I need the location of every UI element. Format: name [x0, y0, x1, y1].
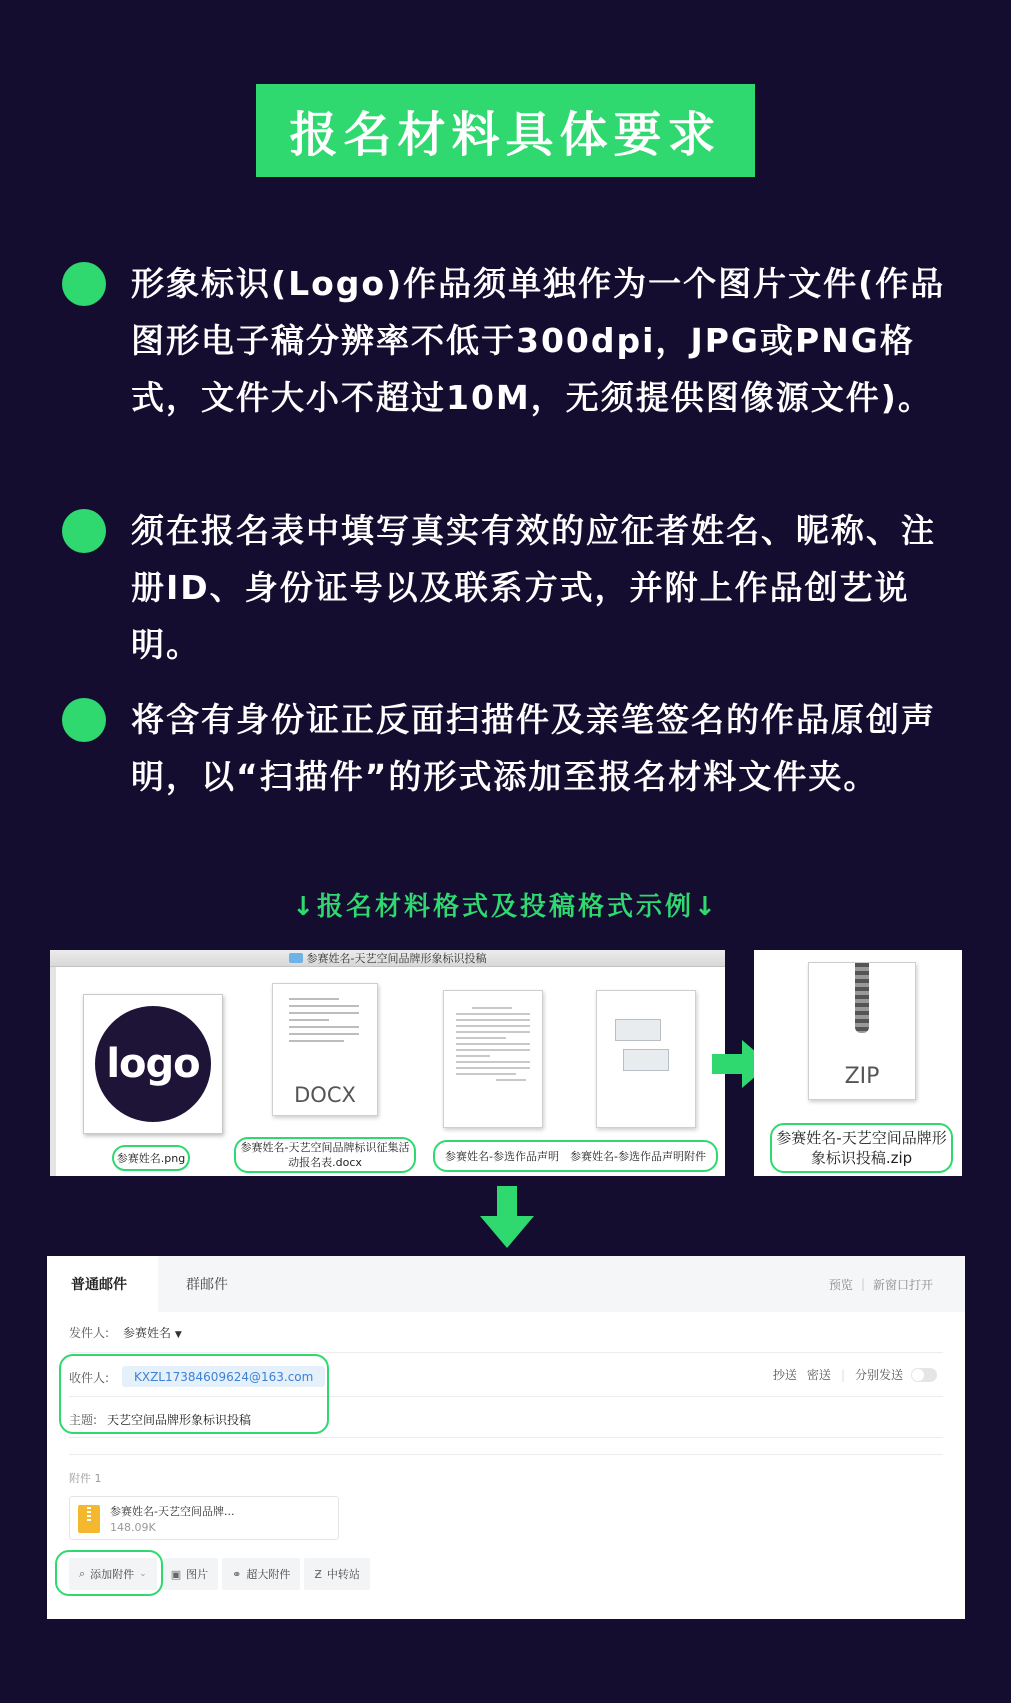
- subject-label: 主题:: [69, 1413, 98, 1427]
- declaration-page-thumbnail[interactable]: [443, 990, 543, 1128]
- image-icon: ▣: [170, 1567, 182, 1581]
- link-icon: ⚭: [232, 1567, 242, 1581]
- bullet-dot: [62, 509, 106, 553]
- page-title: 报名材料具体要求: [289, 107, 722, 163]
- arrow-down-icon: [480, 1186, 534, 1248]
- recipient-label: 收件人:: [69, 1371, 110, 1385]
- declaration-attachment-thumbnail[interactable]: [596, 990, 696, 1128]
- id-card-back: [623, 1049, 669, 1071]
- caret-down-icon: ▼: [174, 1330, 182, 1340]
- doc-preview-lines: [289, 998, 359, 1047]
- large-attachment-label: 超大附件: [246, 1568, 291, 1581]
- header-actions: 预览 | 新窗口打开: [828, 1277, 933, 1292]
- chevron-down-icon: ⌄: [139, 1569, 147, 1579]
- bullet-dot: [62, 262, 106, 306]
- divider: [69, 1352, 943, 1353]
- recipient-options: 抄送 密送 | 分别发送: [773, 1366, 937, 1383]
- requirement-text: 形象标识(Logo)作品须单独作为一个图片文件(作品图形电子稿分辨率不低于300dpi，JPG或PNG格式，文件大小不超过10M，无须提供图像源文件)。: [131, 264, 946, 417]
- id-card-front: [615, 1019, 661, 1041]
- folder-title: 参赛姓名-天艺空间品牌形象标识投稿: [306, 952, 487, 965]
- highlight-recipient-subject: [59, 1354, 329, 1434]
- preview-button[interactable]: 预览: [828, 1277, 853, 1292]
- page-preview-lines: [456, 1007, 530, 1085]
- image-label: 图片: [186, 1568, 209, 1581]
- sender-select[interactable]: [123, 1324, 182, 1341]
- tab-group-mail[interactable]: 群邮件: [186, 1277, 228, 1293]
- zip-file-icon[interactable]: [808, 962, 916, 1100]
- bcc-button[interactable]: 密送: [806, 1368, 831, 1382]
- title-banner: [256, 84, 755, 177]
- divider: [69, 1454, 943, 1455]
- logo-text: logo: [106, 1041, 200, 1087]
- example-heading: ↓报名材料格式及投稿格式示例↓: [292, 892, 719, 922]
- zip-file-icon: [78, 1505, 100, 1533]
- separate-send-label: 分别发送: [854, 1368, 903, 1382]
- cc-button[interactable]: 抄送: [772, 1368, 797, 1382]
- transfer-station-button[interactable]: [304, 1558, 370, 1590]
- attachment-heading: 附件 1: [69, 1472, 102, 1485]
- requirement-text: 将含有身份证正反面扫描件及亲笔签名的作品原创声明，以“扫描件”的形式添加至报名材料文件夹。: [131, 700, 936, 796]
- logo-image: [95, 1006, 211, 1122]
- folder-icon: [289, 953, 303, 963]
- highlight-add-attachment: [55, 1550, 163, 1596]
- finder-sidebar-edge: [50, 967, 56, 1176]
- image-button[interactable]: [161, 1558, 218, 1590]
- subject-input[interactable]: 天艺空间品牌形象标识投稿: [107, 1413, 252, 1427]
- attachment-name: 参赛姓名-天艺空间品牌...: [110, 1505, 235, 1518]
- zip-file-label[interactable]: 参赛姓名-天艺空间品牌形象标识投稿.zip: [770, 1123, 953, 1173]
- open-new-window-button[interactable]: 新窗口打开: [872, 1277, 933, 1292]
- transfer-station-label: 中转站: [326, 1568, 360, 1581]
- file-label-declaration-attachment: 参赛姓名-参选作品声明附件: [570, 1149, 706, 1163]
- file-label-declarations[interactable]: [433, 1140, 718, 1172]
- paperclip-icon: ⌕: [79, 1567, 86, 1580]
- docx-file-icon[interactable]: [272, 983, 378, 1116]
- file-label-declaration: 参赛姓名-参选作品声明: [445, 1149, 559, 1163]
- mail-header: [47, 1256, 965, 1312]
- sender-label: 发件人:: [69, 1326, 110, 1340]
- separate-send-toggle[interactable]: [911, 1368, 937, 1382]
- file-label-png[interactable]: 参赛姓名.png: [112, 1145, 190, 1171]
- mail-compose-panel: [47, 1256, 965, 1619]
- finder-title-bar: [50, 950, 725, 967]
- zipper-graphic: [855, 963, 869, 1033]
- attachment-size: 148.09K: [110, 1521, 156, 1534]
- docx-extension: DOCX: [294, 1083, 356, 1107]
- requirement-text: 须在报名表中填写真实有效的应征者姓名、昵称、注册ID、身份证号以及联系方式，并附上作品创艺说明。: [131, 511, 936, 664]
- recipient-chip[interactable]: KXZL17384609624@163.com: [122, 1366, 325, 1387]
- zip-extension: ZIP: [844, 1064, 880, 1089]
- tab-normal-mail[interactable]: 普通邮件: [47, 1256, 158, 1312]
- file-label-docx[interactable]: 参赛姓名-天艺空间品牌标识征集活动报名表.docx: [234, 1137, 416, 1173]
- bullet-dot: [62, 698, 106, 742]
- attachment-card[interactable]: [69, 1496, 339, 1540]
- large-attachment-button[interactable]: [222, 1558, 300, 1590]
- logo-file-thumbnail[interactable]: [83, 994, 223, 1134]
- divider: [69, 1437, 943, 1438]
- sender-value: 参赛姓名: [123, 1326, 172, 1340]
- add-attachment-label: 添加附件: [90, 1568, 135, 1581]
- transfer-icon: Ƶ: [314, 1567, 322, 1581]
